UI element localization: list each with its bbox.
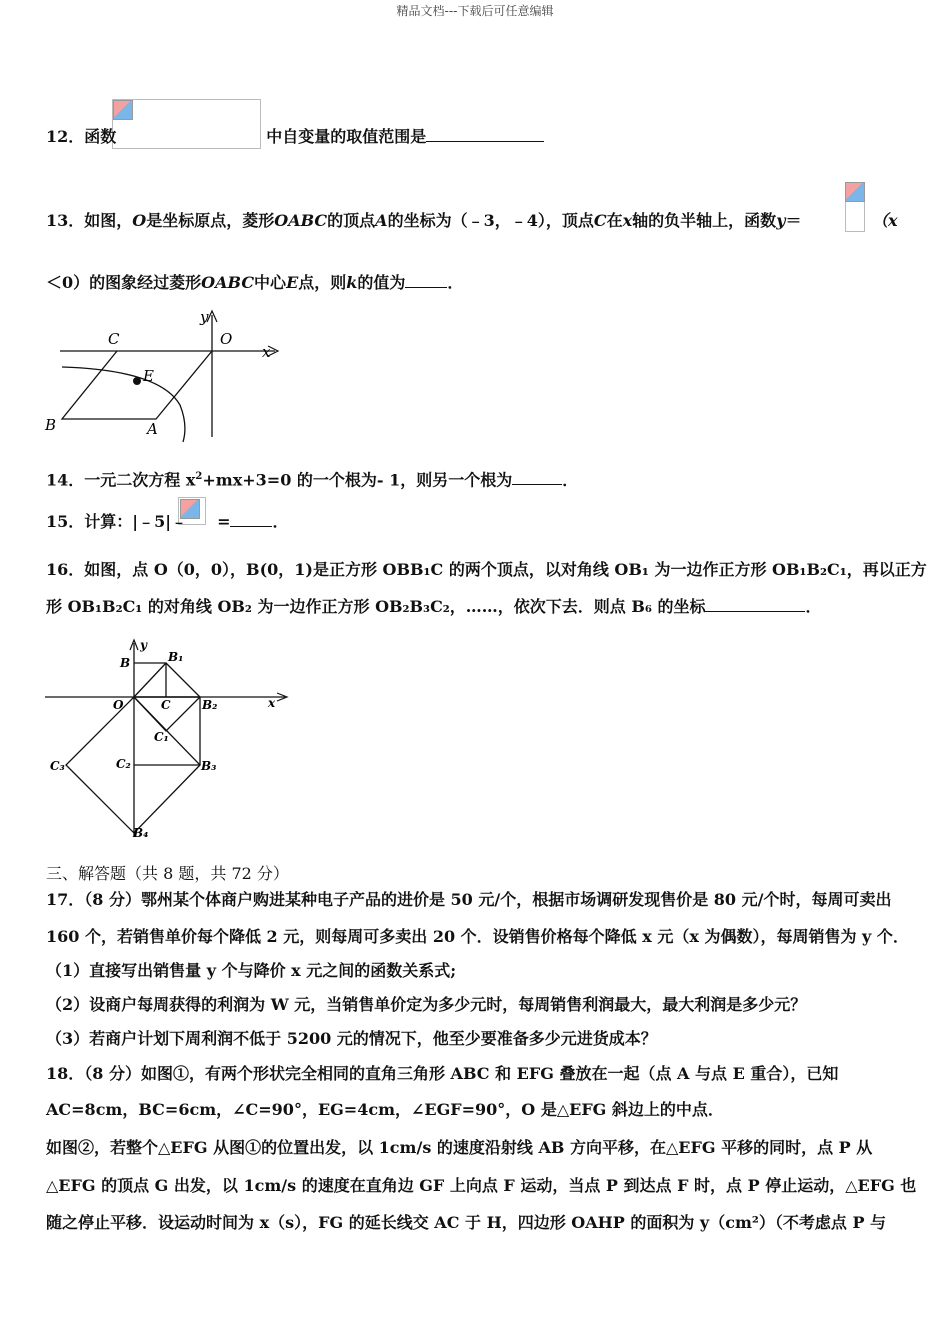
fig16-label-B1: B₁ (168, 650, 184, 664)
question-17-line-2: 160 个，若销售单价每个降低 2 元，则每周可多卖出 20 个．设销售价格每个降低 x 元（x 为偶数），每周销售为 y 个． (46, 927, 909, 946)
question-16-line-2 (46, 597, 822, 617)
question-17-part-1: （1）直接写出销售量 y 个与降价 x 元之间的函数关系式; (46, 961, 457, 980)
q14-text: +mx+3=0 的一个根为- 1，则另一个根为 (202, 470, 513, 490)
q16-number: 16． (46, 560, 85, 579)
fig16-label-B3: B₃ (201, 759, 217, 773)
q13-var: OABC (201, 273, 255, 292)
answer-blank (705, 597, 805, 612)
question-13-paren: （x (872, 211, 898, 230)
question-18-line-2: AC=8cm，BC=6cm，∠C=90°，EG=4cm，∠EGF=90°，O 是△EFG 斜边上的中点． (46, 1100, 724, 1119)
question-14 (46, 467, 578, 490)
fig13-label-B: B (45, 416, 57, 434)
answer-blank (405, 273, 447, 288)
fig13-label-E: E (143, 367, 154, 385)
q15-text: 计算：|﹣5|﹣ (84, 512, 188, 531)
q13-text: 在 (606, 211, 623, 230)
question-12 (46, 127, 544, 147)
rhombus-figure (40, 305, 290, 450)
q13-var: O (132, 211, 147, 230)
square-spiral-figure (40, 635, 295, 845)
fig16-label-C: C (161, 698, 171, 712)
q13-text: 的坐标为（﹣3，﹣4），顶点 (387, 211, 594, 230)
q16-text: 如图，点 O（0，0），B(0，1)是正方形 OBB₁C 的两个顶点，以对角线 OB₁ 为一边作正方形 OB₁B₂C₁，再以正方 (84, 560, 927, 579)
question-17-line-1: 17．（8 分）鄂州某个体商户购进某种电子产品的进价是 50 元/个，根据市场调研发现售价是 80 元/个时，每周可卖出 (46, 890, 892, 909)
q16-text: 形 OB₁B₂C₁ 的对角线 OB₂ 为一边作正方形 OB₂B₃C₂，……，依次下去．则点 B₆ 的坐标 (46, 597, 706, 616)
q14-number: 14． (46, 470, 85, 490)
fig13-label-A: A (147, 420, 158, 438)
question-17-part-2: （2）设商户每周获得的利润为 W 元，当销售单价定为多少元时，每周销售利润最大，最大利润是多少元？ (46, 995, 807, 1014)
q13-text: 中心 (254, 273, 287, 292)
fig16-label-C3: C₃ (50, 759, 65, 773)
q13-text: 点，则 (298, 273, 347, 292)
fig13-label-C: C (108, 330, 120, 348)
answer-blank (426, 127, 544, 142)
question-18-line-1: 18．（8 分）如图①，有两个形状完全相同的直角三角形 ABC 和 EFG 叠放在一起（点 A 与点 E 重合），已知 (46, 1064, 839, 1083)
section-heading: 三、解答题（共 8 题，共 72 分） (46, 864, 289, 883)
q13-text: ＝ (785, 211, 802, 230)
question-15 (46, 512, 288, 532)
broken-image-icon (113, 100, 133, 120)
q15-text: = (217, 512, 231, 531)
page-header: 精品文档---下载后可任意编辑 (396, 4, 554, 18)
q13-var: k (346, 273, 358, 292)
q14-text: ． (562, 470, 579, 490)
q13-var: y (776, 211, 786, 230)
answer-blank (512, 470, 562, 485)
q12-suffix: 中自变量的取值范围是 (266, 127, 427, 146)
question-18-line-5: 随之停止平移．设运动时间为 x（s），FG 的延长线交 AC 于 H，四边形 OAHP 的面积为 y（cm²）（不考虑点 P 与 (46, 1213, 887, 1232)
fig16-label-C2: C₂ (116, 757, 131, 771)
fig16-label-B: B (120, 656, 131, 670)
q13-text: 是坐标原点，菱形 (146, 211, 275, 230)
q12-prefix: 函数 (84, 127, 117, 146)
question-18-line-3: 如图②，若整个△EFG 从图①的位置出发，以 1cm/s 的速度沿射线 AB 方向平移，在△EFG 平移的同时，点 P 从 (46, 1138, 873, 1157)
q13-text: 的值为 (357, 273, 406, 292)
q13-number: 13． (46, 211, 85, 230)
q13-var: E (286, 273, 299, 292)
q15-number: 15． (46, 512, 85, 531)
q14-text: 一元二次方程 x (84, 470, 196, 490)
q13-var: C (593, 211, 607, 230)
question-13-line-2 (46, 273, 463, 293)
fig13-label-y: y (200, 308, 209, 326)
answer-blank (230, 512, 272, 527)
question-16-line-1 (46, 560, 927, 580)
fig16-label-O: O (113, 698, 124, 712)
q12-number: 12． (46, 127, 85, 146)
fig16-label-x: x (268, 696, 276, 710)
q15-text: ． (272, 512, 289, 531)
question-17-part-3: （3）若商户计划下周利润不低于 5200 元的情况下，他至少要准备多少元进货成本？ (46, 1029, 657, 1048)
q13-var: OABC (274, 211, 328, 230)
q13-text: ＜0）的图象经过菱形 (46, 273, 202, 292)
q13-text: 如图， (84, 211, 133, 230)
q13-var: x (622, 211, 633, 230)
broken-image-icon (845, 182, 865, 202)
question-18-line-4: △EFG 的顶点 G 出发，以 1cm/s 的速度在直角边 GF 上向点 F 运动，当点 P 到达点 F 时，点 P 停止运动，△EFG 也 (46, 1176, 917, 1195)
q16-text: ． (805, 597, 822, 616)
q13-text: 轴的负半轴上，函数 (632, 211, 777, 230)
q14-sup: 2 (195, 471, 203, 482)
q13-text: 的顶点 (327, 211, 376, 230)
fig16-label-B4: B₄ (133, 826, 149, 840)
q13-var: A (375, 211, 388, 230)
question-13-line-1 (46, 211, 802, 231)
fig16-label-B2: B₂ (202, 698, 218, 712)
fig16-label-y: y (140, 638, 147, 652)
fig13-label-O: O (220, 330, 233, 348)
fig16-label-C1: C₁ (154, 730, 169, 744)
q13-text: ． (447, 273, 464, 292)
fig13-label-x: x (262, 343, 271, 361)
